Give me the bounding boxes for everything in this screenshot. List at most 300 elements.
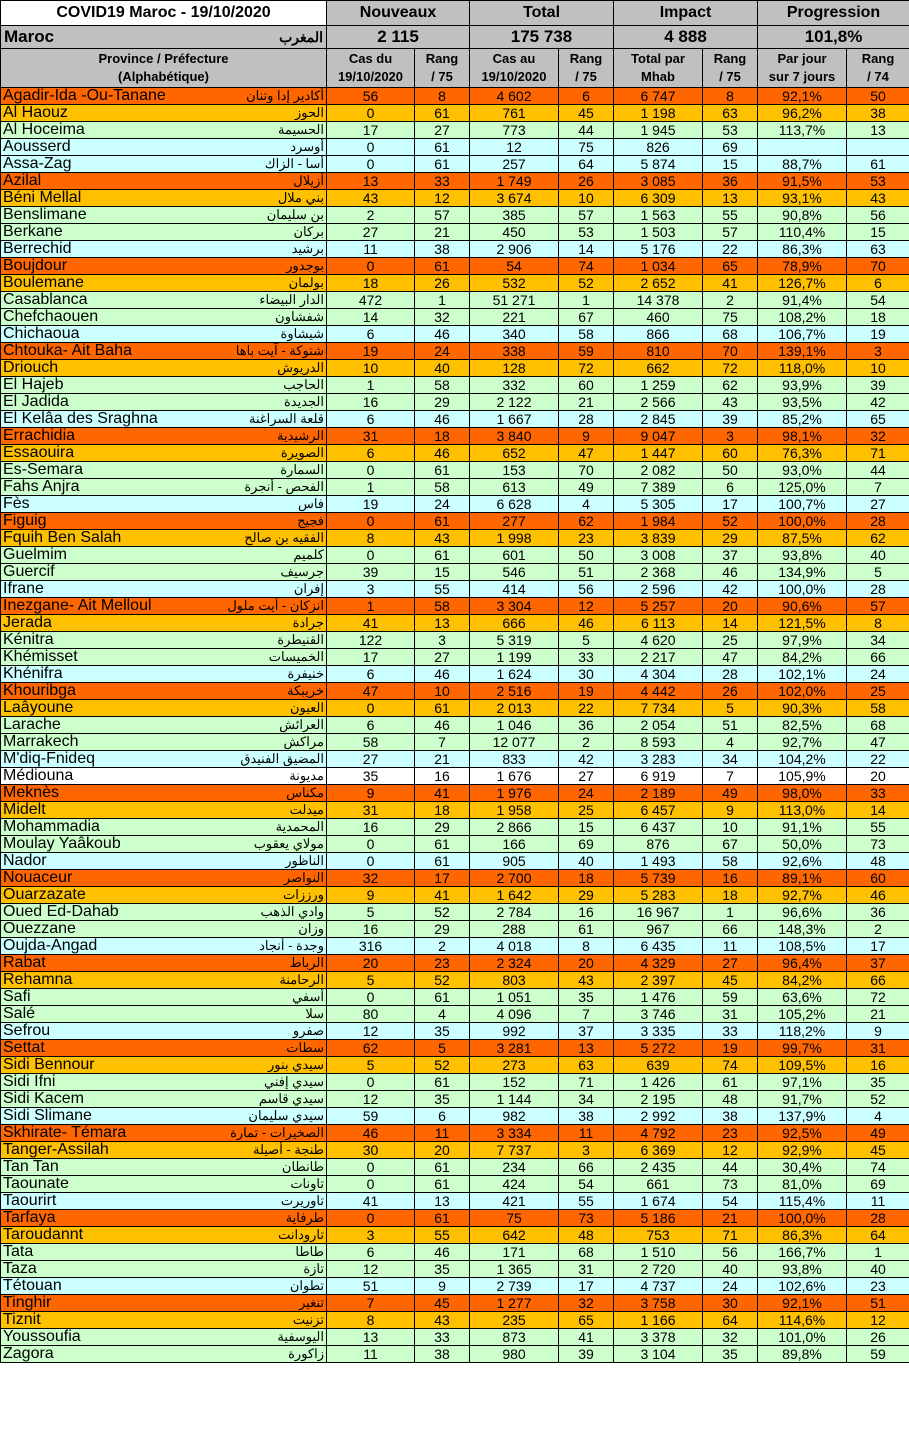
rang-impact-cell: 58 xyxy=(703,853,758,870)
province-cell xyxy=(1,513,327,530)
province-cell xyxy=(1,241,327,258)
rang-total-cell: 30 xyxy=(559,666,614,683)
total-par-mhab-cell: 2 435 xyxy=(614,1159,703,1176)
rang-impact-cell: 75 xyxy=(703,309,758,326)
table-row xyxy=(1,1312,909,1329)
cas-au-cell: 601 xyxy=(470,547,559,564)
rang-impact-cell: 51 xyxy=(703,717,758,734)
province-name-fr: Meknès xyxy=(3,784,60,801)
province-name-fr: Safi xyxy=(3,988,31,1005)
rang-total-cell: 73 xyxy=(559,1210,614,1227)
par-jour-cell: 84,2% xyxy=(758,649,847,666)
rang-nouveaux-cell: 58 xyxy=(415,598,470,615)
rang-progression-cell: 2 xyxy=(847,921,909,938)
col-rang-total: Rang / 75 xyxy=(559,49,614,88)
page-title: COVID19 Maroc - 19/10/2020 xyxy=(1,1,327,26)
province-name-ar: طانطان xyxy=(281,1159,324,1174)
province-cell xyxy=(1,598,327,615)
province-name-ar: سيدي قاسم xyxy=(258,1091,324,1106)
rang-progression-cell: 74 xyxy=(847,1159,909,1176)
total-par-mhab-cell: 2 189 xyxy=(614,785,703,802)
rang-nouveaux-cell: 46 xyxy=(415,666,470,683)
cas-du-cell: 6 xyxy=(327,326,415,343)
table-row xyxy=(1,649,909,666)
province-name-ar: الرشيدية xyxy=(277,428,324,443)
cas-du-cell: 14 xyxy=(327,309,415,326)
rang-progression-cell: 33 xyxy=(847,785,909,802)
rang-impact-cell: 3 xyxy=(703,428,758,445)
province-name-ar: العرائش xyxy=(279,717,324,732)
table-row xyxy=(1,853,909,870)
rang-progression-cell: 7 xyxy=(847,479,909,496)
table-row xyxy=(1,275,909,292)
rang-impact-cell: 54 xyxy=(703,1193,758,1210)
rang-nouveaux-cell: 2 xyxy=(415,938,470,955)
cas-au-cell: 338 xyxy=(470,343,559,360)
total-par-mhab-cell: 14 378 xyxy=(614,292,703,309)
par-jour-cell: 100,0% xyxy=(758,513,847,530)
total-par-mhab-cell: 5 272 xyxy=(614,1040,703,1057)
rang-total-cell: 22 xyxy=(559,700,614,717)
rang-nouveaux-cell: 61 xyxy=(415,105,470,122)
total-par-mhab-cell: 2 845 xyxy=(614,411,703,428)
province-name-ar: الفحص - أنجرة xyxy=(244,479,324,494)
rang-total-cell: 18 xyxy=(559,870,614,887)
province-name-ar: وجدة - أنجاد xyxy=(259,938,324,953)
maroc-total: 175 738 xyxy=(470,26,614,49)
par-jour-cell: 84,2% xyxy=(758,972,847,989)
cas-du-cell: 39 xyxy=(327,564,415,581)
rang-total-cell: 25 xyxy=(559,802,614,819)
total-par-mhab-cell: 3 008 xyxy=(614,547,703,564)
province-name-fr: Aousserd xyxy=(3,138,71,155)
rang-progression-cell: 50 xyxy=(847,88,909,105)
cas-au-cell: 1 199 xyxy=(470,649,559,666)
cas-au-cell: 3 334 xyxy=(470,1125,559,1142)
total-par-mhab-cell: 5 874 xyxy=(614,156,703,173)
par-jour-cell: 88,7% xyxy=(758,156,847,173)
rang-total-cell: 51 xyxy=(559,564,614,581)
cas-au-cell: 1 958 xyxy=(470,802,559,819)
province-cell xyxy=(1,1108,327,1125)
province-cell xyxy=(1,1057,327,1074)
province-cell xyxy=(1,904,327,921)
rang-impact-cell: 18 xyxy=(703,887,758,904)
rang-impact-cell: 23 xyxy=(703,1125,758,1142)
rang-progression-cell: 45 xyxy=(847,1142,909,1159)
rang-nouveaux-cell: 29 xyxy=(415,819,470,836)
rang-nouveaux-cell: 38 xyxy=(415,1346,470,1363)
rang-total-cell: 21 xyxy=(559,394,614,411)
table-row xyxy=(1,394,909,411)
total-par-mhab-cell: 1 426 xyxy=(614,1074,703,1091)
rang-total-cell: 8 xyxy=(559,938,614,955)
province-name-fr: Al Haouz xyxy=(3,104,68,121)
rang-progression-cell: 10 xyxy=(847,360,909,377)
rang-impact-cell: 53 xyxy=(703,122,758,139)
rang-nouveaux-cell: 35 xyxy=(415,1023,470,1040)
rang-nouveaux-cell: 46 xyxy=(415,1244,470,1261)
province-cell xyxy=(1,1261,327,1278)
cas-du-cell: 0 xyxy=(327,105,415,122)
total-par-mhab-cell: 1 034 xyxy=(614,258,703,275)
cas-du-cell: 5 xyxy=(327,904,415,921)
cas-au-cell: 1 046 xyxy=(470,717,559,734)
par-jour-cell: 86,3% xyxy=(758,241,847,258)
province-name-ar: أسا - الزاك xyxy=(264,156,324,171)
par-jour-cell: 102,0% xyxy=(758,683,847,700)
header-nouveaux: Nouveaux xyxy=(327,1,470,26)
rang-total-cell: 61 xyxy=(559,921,614,938)
province-name-ar: الجديدة xyxy=(283,394,324,409)
cas-au-cell: 235 xyxy=(470,1312,559,1329)
table-row xyxy=(1,564,909,581)
province-name-fr: Chichaoua xyxy=(3,325,80,342)
province-cell xyxy=(1,207,327,224)
par-jour-cell: 97,9% xyxy=(758,632,847,649)
rang-progression-cell: 60 xyxy=(847,870,909,887)
cas-au-cell: 980 xyxy=(470,1346,559,1363)
province-name-fr: Driouch xyxy=(3,359,59,376)
rang-impact-cell: 27 xyxy=(703,955,758,972)
table-row xyxy=(1,700,909,717)
cas-du-cell: 8 xyxy=(327,1312,415,1329)
total-par-mhab-cell: 4 329 xyxy=(614,955,703,972)
cas-au-cell: 992 xyxy=(470,1023,559,1040)
total-par-mhab-cell: 2 720 xyxy=(614,1261,703,1278)
province-name-ar: برشيد xyxy=(291,241,324,256)
rang-progression-cell: 21 xyxy=(847,1006,909,1023)
cas-du-cell: 0 xyxy=(327,156,415,173)
province-cell xyxy=(1,224,327,241)
province-cell xyxy=(1,530,327,547)
rang-progression-cell: 17 xyxy=(847,938,909,955)
rang-nouveaux-cell: 24 xyxy=(415,343,470,360)
province-name-ar: أسفي xyxy=(292,989,324,1004)
maroc-progression: 101,8% xyxy=(758,26,909,49)
cas-du-cell: 0 xyxy=(327,462,415,479)
province-name-ar: إفران xyxy=(293,581,324,596)
province-cell xyxy=(1,1091,327,1108)
table-row xyxy=(1,428,909,445)
cas-au-cell: 385 xyxy=(470,207,559,224)
total-par-mhab-cell: 5 305 xyxy=(614,496,703,513)
cas-au-cell: 1 998 xyxy=(470,530,559,547)
province-cell xyxy=(1,1040,327,1057)
province-cell xyxy=(1,275,327,292)
table-row xyxy=(1,1091,909,1108)
total-par-mhab-cell: 1 493 xyxy=(614,853,703,870)
maroc-cell xyxy=(1,26,327,49)
rang-total-cell: 28 xyxy=(559,411,614,428)
total-par-mhab-cell: 6 309 xyxy=(614,190,703,207)
table-row xyxy=(1,479,909,496)
rang-progression-cell: 49 xyxy=(847,1125,909,1142)
cas-au-cell: 1 277 xyxy=(470,1295,559,1312)
province-cell xyxy=(1,802,327,819)
province-cell xyxy=(1,292,327,309)
province-cell xyxy=(1,360,327,377)
rang-impact-cell: 43 xyxy=(703,394,758,411)
rang-progression-cell: 5 xyxy=(847,564,909,581)
cas-du-cell: 6 xyxy=(327,411,415,428)
rang-impact-cell: 38 xyxy=(703,1108,758,1125)
rang-impact-cell: 1 xyxy=(703,904,758,921)
rang-total-cell: 46 xyxy=(559,615,614,632)
province-name-ar: السمارة xyxy=(280,462,324,477)
par-jour-cell: 92,1% xyxy=(758,1295,847,1312)
par-jour-cell: 92,5% xyxy=(758,1125,847,1142)
rang-impact-cell: 68 xyxy=(703,326,758,343)
cas-du-cell: 0 xyxy=(327,1210,415,1227)
par-jour-cell: 96,2% xyxy=(758,105,847,122)
rang-total-cell: 23 xyxy=(559,530,614,547)
province-name-ar: أزيلال xyxy=(293,173,324,188)
rang-nouveaux-cell: 21 xyxy=(415,224,470,241)
cas-au-cell: 833 xyxy=(470,751,559,768)
rang-impact-cell: 64 xyxy=(703,1312,758,1329)
rang-progression-cell: 51 xyxy=(847,1295,909,1312)
cas-du-cell: 31 xyxy=(327,428,415,445)
rang-impact-cell: 40 xyxy=(703,1261,758,1278)
province-name-ar: خنيفرة xyxy=(287,666,324,681)
cas-au-cell: 1 365 xyxy=(470,1261,559,1278)
province-name-fr: Marrakech xyxy=(3,733,79,750)
province-cell xyxy=(1,683,327,700)
province-name-ar: كلميم xyxy=(293,547,324,562)
cas-au-cell: 2 739 xyxy=(470,1278,559,1295)
rang-progression-cell: 32 xyxy=(847,428,909,445)
province-cell xyxy=(1,1244,327,1261)
rang-impact-cell: 20 xyxy=(703,598,758,615)
province-name-ar: مديونة xyxy=(289,768,324,783)
rang-impact-cell: 14 xyxy=(703,615,758,632)
province-name-fr: El Kelâa des Sraghna xyxy=(3,410,158,427)
rang-nouveaux-cell: 10 xyxy=(415,683,470,700)
total-par-mhab-cell: 6 919 xyxy=(614,768,703,785)
col-province: Province / Préfecture (Alphabétique) xyxy=(1,49,327,88)
table-body xyxy=(1,88,909,1363)
rang-total-cell: 70 xyxy=(559,462,614,479)
rang-nouveaux-cell: 40 xyxy=(415,360,470,377)
rang-total-cell: 38 xyxy=(559,1108,614,1125)
province-name-ar: مكناس xyxy=(286,785,324,800)
province-cell xyxy=(1,156,327,173)
rang-progression-cell: 15 xyxy=(847,224,909,241)
header-impact: Impact xyxy=(614,1,758,26)
total-par-mhab-cell: 7 389 xyxy=(614,479,703,496)
par-jour-cell: 105,2% xyxy=(758,1006,847,1023)
province-name-fr: Tanger-Assilah xyxy=(3,1141,109,1158)
rang-impact-cell: 63 xyxy=(703,105,758,122)
rang-total-cell: 29 xyxy=(559,887,614,904)
cas-du-cell: 12 xyxy=(327,1023,415,1040)
rang-progression-cell: 64 xyxy=(847,1227,909,1244)
province-name-fr: Essaouira xyxy=(3,444,75,461)
cas-du-cell: 10 xyxy=(327,360,415,377)
total-par-mhab-cell: 661 xyxy=(614,1176,703,1193)
rang-progression-cell: 59 xyxy=(847,1346,909,1363)
rang-nouveaux-cell: 13 xyxy=(415,1193,470,1210)
rang-nouveaux-cell: 17 xyxy=(415,870,470,887)
rang-progression-cell: 35 xyxy=(847,1074,909,1091)
rang-total-cell: 50 xyxy=(559,547,614,564)
total-par-mhab-cell: 2 195 xyxy=(614,1091,703,1108)
par-jour-cell: 105,9% xyxy=(758,768,847,785)
par-jour-cell: 93,1% xyxy=(758,190,847,207)
cas-du-cell: 12 xyxy=(327,1091,415,1108)
rang-total-cell: 71 xyxy=(559,1074,614,1091)
cas-du-cell: 6 xyxy=(327,666,415,683)
table-row xyxy=(1,1125,909,1142)
rang-nouveaux-cell: 9 xyxy=(415,1278,470,1295)
rang-impact-cell: 9 xyxy=(703,802,758,819)
rang-nouveaux-cell: 15 xyxy=(415,564,470,581)
cas-au-cell: 12 xyxy=(470,139,559,156)
rang-impact-cell: 34 xyxy=(703,751,758,768)
rang-total-cell: 14 xyxy=(559,241,614,258)
par-jour-cell: 87,5% xyxy=(758,530,847,547)
rang-impact-cell: 65 xyxy=(703,258,758,275)
rang-nouveaux-cell: 61 xyxy=(415,1159,470,1176)
province-name-fr: Kénitra xyxy=(3,631,54,648)
province-cell xyxy=(1,921,327,938)
rang-total-cell: 1 xyxy=(559,292,614,309)
rang-total-cell: 4 xyxy=(559,496,614,513)
par-jour-cell: 110,4% xyxy=(758,224,847,241)
total-par-mhab-cell: 5 186 xyxy=(614,1210,703,1227)
rang-impact-cell: 73 xyxy=(703,1176,758,1193)
rang-progression-cell: 69 xyxy=(847,1176,909,1193)
col-total-par-mhab: Total par Mhab xyxy=(614,49,703,88)
rang-progression-cell xyxy=(847,139,909,156)
province-cell xyxy=(1,1227,327,1244)
province-cell xyxy=(1,649,327,666)
table-row xyxy=(1,547,909,564)
rang-progression-cell: 48 xyxy=(847,853,909,870)
par-jour-cell: 81,0% xyxy=(758,1176,847,1193)
rang-nouveaux-cell: 18 xyxy=(415,428,470,445)
table-row xyxy=(1,632,909,649)
rang-nouveaux-cell: 7 xyxy=(415,734,470,751)
total-par-mhab-cell: 866 xyxy=(614,326,703,343)
par-jour-cell xyxy=(758,139,847,156)
rang-impact-cell: 72 xyxy=(703,360,758,377)
total-par-mhab-cell: 2 566 xyxy=(614,394,703,411)
province-name-ar: سيدي بنور xyxy=(268,1057,324,1072)
province-name-ar: بولمان xyxy=(288,275,324,290)
province-name-ar: تزنيت xyxy=(292,1312,324,1327)
rang-progression-cell: 46 xyxy=(847,887,909,904)
rang-progression-cell: 37 xyxy=(847,955,909,972)
province-cell xyxy=(1,870,327,887)
cas-du-cell: 59 xyxy=(327,1108,415,1125)
province-name-fr: Guercif xyxy=(3,563,55,580)
province-name-fr: Skhirate- Témara xyxy=(3,1124,127,1141)
province-name-ar: شيشاوة xyxy=(280,326,324,341)
table-row xyxy=(1,445,909,462)
par-jour-cell: 98,0% xyxy=(758,785,847,802)
total-par-mhab-cell: 876 xyxy=(614,836,703,853)
province-name-fr: Guelmim xyxy=(3,546,68,563)
par-jour-cell: 85,2% xyxy=(758,411,847,428)
total-par-mhab-cell: 6 437 xyxy=(614,819,703,836)
par-jour-cell: 90,3% xyxy=(758,700,847,717)
rang-total-cell: 58 xyxy=(559,326,614,343)
province-name-ar: الصخيرات - تمارة xyxy=(230,1125,324,1140)
cas-du-cell: 0 xyxy=(327,1159,415,1176)
rang-impact-cell: 32 xyxy=(703,1329,758,1346)
table-row xyxy=(1,785,909,802)
total-par-mhab-cell: 6 747 xyxy=(614,88,703,105)
cas-au-cell: 424 xyxy=(470,1176,559,1193)
par-jour-cell: 63,6% xyxy=(758,989,847,1006)
province-cell xyxy=(1,343,327,360)
par-jour-cell: 100,0% xyxy=(758,581,847,598)
total-par-mhab-cell: 1 510 xyxy=(614,1244,703,1261)
rang-impact-cell: 28 xyxy=(703,666,758,683)
table-row xyxy=(1,972,909,989)
cas-du-cell: 80 xyxy=(327,1006,415,1023)
cas-du-cell: 6 xyxy=(327,717,415,734)
province-cell xyxy=(1,955,327,972)
rang-nouveaux-cell: 55 xyxy=(415,1227,470,1244)
cas-du-cell: 0 xyxy=(327,989,415,1006)
rang-nouveaux-cell: 18 xyxy=(415,802,470,819)
province-name-ar: تارودانت xyxy=(278,1227,324,1242)
rang-impact-cell: 33 xyxy=(703,1023,758,1040)
rang-progression-cell: 56 xyxy=(847,207,909,224)
table-row xyxy=(1,513,909,530)
province-cell xyxy=(1,88,327,105)
total-par-mhab-cell: 16 967 xyxy=(614,904,703,921)
rang-nouveaux-cell: 5 xyxy=(415,1040,470,1057)
par-jour-cell: 98,1% xyxy=(758,428,847,445)
rang-impact-cell: 19 xyxy=(703,1040,758,1057)
par-jour-cell: 113,0% xyxy=(758,802,847,819)
cas-du-cell: 17 xyxy=(327,122,415,139)
province-name-ar: الدار البيضاء xyxy=(259,292,324,307)
province-cell xyxy=(1,1346,327,1363)
province-cell xyxy=(1,496,327,513)
cas-au-cell: 1 624 xyxy=(470,666,559,683)
cas-au-cell: 5 319 xyxy=(470,632,559,649)
cas-du-cell: 0 xyxy=(327,700,415,717)
rang-impact-cell: 35 xyxy=(703,1346,758,1363)
cas-au-cell: 288 xyxy=(470,921,559,938)
rang-impact-cell: 30 xyxy=(703,1295,758,1312)
province-name-ar: صفرو xyxy=(292,1023,324,1038)
par-jour-cell: 118,0% xyxy=(758,360,847,377)
province-name-ar: ورززات xyxy=(283,887,324,902)
province-name-fr: Berrechid xyxy=(3,240,72,257)
maroc-impact: 4 888 xyxy=(614,26,758,49)
province-cell xyxy=(1,1074,327,1091)
table-row xyxy=(1,1040,909,1057)
total-par-mhab-cell: 3 283 xyxy=(614,751,703,768)
province-name-ar: زاكورة xyxy=(288,1346,324,1361)
province-name-fr: Tinghir xyxy=(3,1294,52,1311)
cas-au-cell: 873 xyxy=(470,1329,559,1346)
rang-impact-cell: 69 xyxy=(703,139,758,156)
province-name-fr: Benslimane xyxy=(3,206,87,223)
table-row xyxy=(1,309,909,326)
par-jour-cell: 93,0% xyxy=(758,462,847,479)
header-total: Total xyxy=(470,1,614,26)
province-name-fr: Taroudannt xyxy=(3,1226,84,1243)
par-jour-cell: 89,8% xyxy=(758,1346,847,1363)
total-par-mhab-cell: 3 839 xyxy=(614,530,703,547)
